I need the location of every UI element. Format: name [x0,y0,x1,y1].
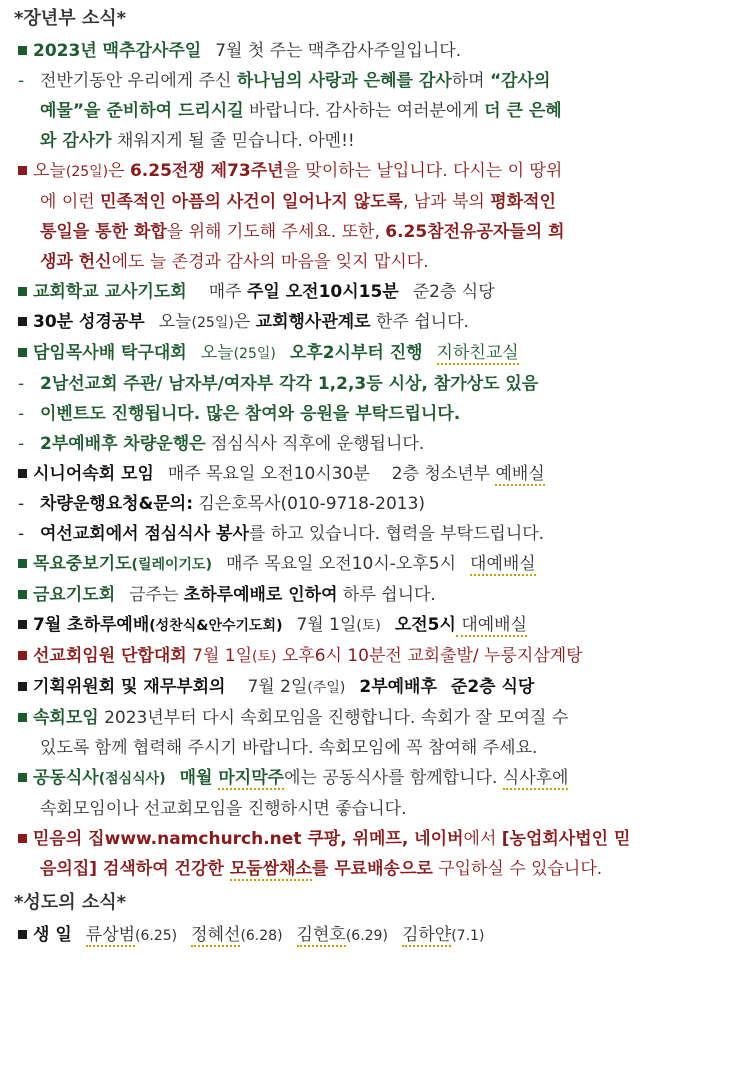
item-mission-gathering: 선교회임원 단합대회 7월 1일(토) 오후6시 10분전 교회출발/ 누룽지삼계탕 [14,641,731,672]
bullet-square-icon [18,930,27,939]
bullet-square-icon [18,287,27,296]
bullet-square-icon [18,559,27,568]
bullet-square-icon [18,46,27,55]
bullet-square-icon [18,773,27,782]
website-link[interactable]: www.namchurch.net [104,829,302,849]
section-title-news: *장년부 소식* [14,8,127,29]
bullet-square-icon [18,469,27,478]
bullet-square-icon [18,682,27,691]
bullet-square-icon [18,713,27,722]
item-thursday-prayer: 목요중보기도(릴레이기도) 매주 목요일 오전10시-오후5시 대예배실 [14,549,731,580]
item-thanksgiving: 2023년 맥추감사주일 7월 첫 주는 맥추감사주일입니다. [14,36,731,66]
item-625-war: 오늘(25일)은 6.25전쟁 제73주년을 맞이하는 날입니다. 다시는 이 땅위 [14,156,731,187]
item-faith-house: 믿음의 집www.namchurch.net 쿠팡, 위메프, 네이버에서 [농업회사법인 믿 [14,824,731,854]
item-birthdays: 생 일 류상범(6.25) 정혜선(6.28) 김현호(6.29) 김하얀(7.1) [14,920,731,951]
bullet-square-icon [18,651,27,660]
item-first-day-worship: 7월 초하루예배(성찬식&안수기도회) 7월 1일(토) 오전5시 대예배실 [14,610,731,641]
bullet-square-icon [18,317,27,326]
item-cell-meeting: 속회모임 2023년부터 다시 속회모임을 진행합니다. 속회가 잘 모여질 수 [14,703,731,733]
bullet-square-icon [18,348,27,357]
item-common-meal: 공동식사(점심식사) 매월 마지막주에는 공동식사를 함께합니다. 식사후에 [14,763,731,794]
bullet-square-icon [18,834,27,843]
item-friday-prayer: 금요기도회 금주는 초하루예배로 인하여 하루 쉽니다. [14,580,731,610]
bullet-square-icon [18,620,27,629]
section-title-members: *성도의 소식* [14,892,127,913]
item-thanksgiving-detail: - 전반기동안 우리에게 주신 하나님의 사랑과 은혜를 감사하며 “감사의 [18,71,551,91]
item-title: 2023년 맥추감사주일 [33,41,202,61]
item-pingpong: 담임목사배 탁구대회 오늘(25일) 오후2시부터 진행 지하친교실 [14,338,731,369]
bulletin-page: *장년부 소식* 2023년 맥추감사주일 7월 첫 주는 맥추감사주일입니다. - 전반기동안 우리에게 주신 하나님의 사랑과 은혜를 감사하며 “감사의 예물”을 준비하여 드리시길 바랍니다. 감사하는 여러분에게 더 큰 은혜 와 감사가 채워지게 될 줄 믿습니다. 아멘!! 오늘(25일)은 6.25전쟁 제73주년을 맞이하는 날입니다. 다시는 이 땅위 에 이런 민족적인 아픔의 사건이 일어나지 않도록, 남과 북의 평화적인 통일을 통한 화합을 위해 기도해 주세요. 또한, 6.25참전유공자들의 희 생과 헌신에도 늘 존경과 감사의 마음을 잊지 맙시다. 교회학교 교사기도회 매주 주일 오전10시15분 준2층 식당 30분 성경공부 오늘(25일)은 교회행사관계로 한주 쉽니다. 담임목사배 탁구대회 오늘(25일) 오후2시부터 진행 지하친교실 - 2남선교회 주관/ 남자부/여자부 각각 1,2,3등 시상, 참가상도 있음 - 이벤트도 진행됩니다. 많은 참여와 응원을 부탁드립니다. - 2부예배후 차량운행은 점심식사 직후에 운행됩니다. 시니어속회 모임 매주 목요일 오전10시30분 2층 청소년부 예배실 - 차량운행요청&문의: 김은호목사(010-9718-2013) - 여선교회에서 점심식사 봉사를 하고 있습니다. 협력을 부탁드립니다. 목요중보기도(릴레이기도) 매주 목요일 오전10시-오후5시 대예배실 금요기도회 금주는 초하루예배로 인하여 하루 쉽니다. 7월 초하루예배(성찬식&안수기도회) 7월 1일(토) 오전5시 대예배실 선교회임원 단합대회 7월 1일(토) 오후6시 10분전 교회출발/ 누룽지삼계탕 기획위원회 및 재무부회의 7월 2일(주일) 2부예배후 준2층 식당 속회모임 2023년부터 다시 속회모임을 진행합니다. 속회가 잘 모여질 수 있도록 함께 협력해 주시기 바랍니다. 속회모임에 꼭 참여해 주세요. 공동식사(점심식사) 매월 마지막주에는 공동식사를 함께합니다. 식사후에 속회모임이나 선교회모임을 진행하시면 좋습니다. 믿음의 집www.namchurch.net 쿠팡, 위메프, 네이버에서 [농업회사법인 믿 음의집] 검색하여 건강한 모둠쌈채소를 무료배송으로 구입하실 수 있습니다. *성도의 소식* 생 일 류상범(6.25) 정혜선(6.28) 김현호(6.29) 김하얀(7.1) [0,0,743,1083]
bullet-square-icon [18,166,27,175]
item-bible-study: 30분 성경공부 오늘(25일)은 교회행사관계로 한주 쉽니다. [14,307,731,338]
item-senior-meeting: 시니어속회 모임 매주 목요일 오전10시30분 2층 청소년부 예배실 [14,459,731,489]
item-teacher-prayer: 교회학교 교사기도회 매주 주일 오전10시15분 준2층 식당 [14,277,731,307]
item-planning-committee: 기획위원회 및 재무부회의 7월 2일(주일) 2부예배후 준2층 식당 [14,672,731,703]
bullet-square-icon [18,590,27,599]
